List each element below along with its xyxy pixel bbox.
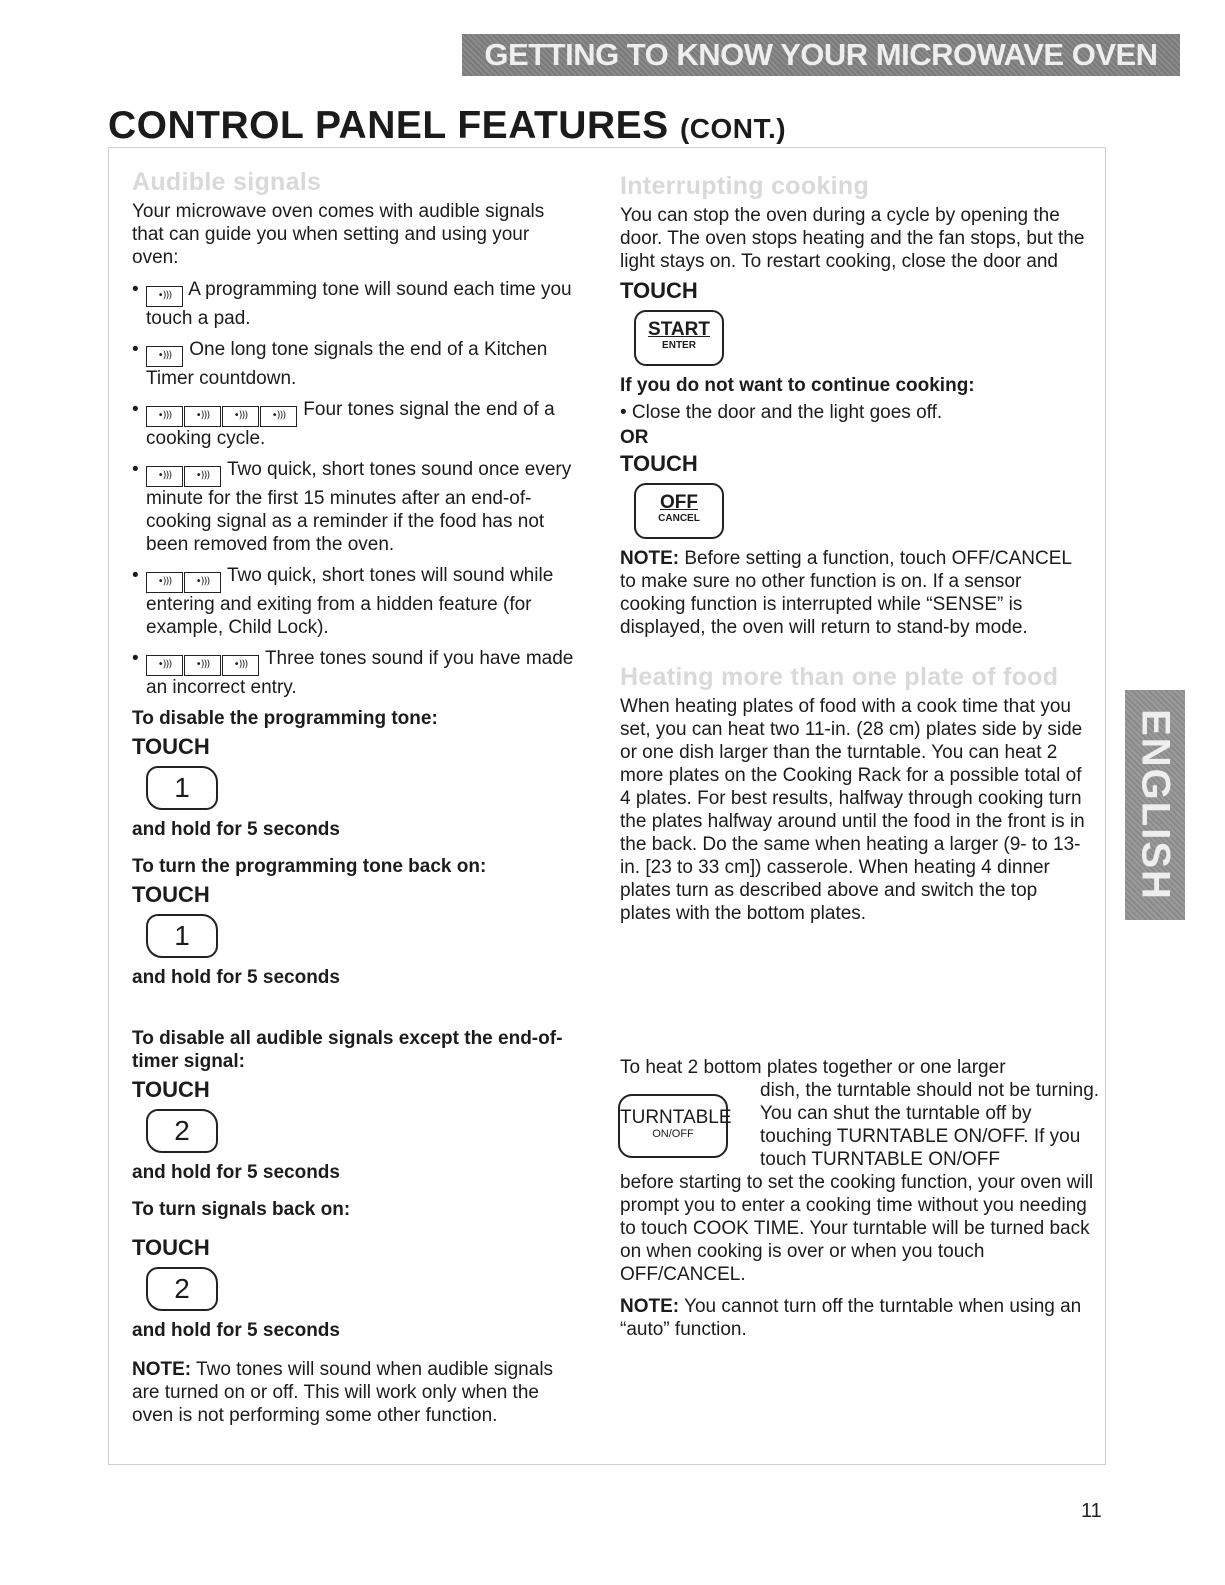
tone-icon: •))) bbox=[146, 466, 183, 487]
tone-icon: •))) bbox=[146, 572, 183, 593]
tone-item-text: Three tones sound if you have made an incorrect entry. bbox=[146, 648, 574, 698]
tone-item-end-cycle bbox=[132, 398, 577, 450]
enter-key-label: ENTER bbox=[662, 340, 696, 351]
audible-signals-heading: Audible signals bbox=[132, 168, 322, 196]
interrupting-intro: You can stop the oven during a cycle by opening the door. The oven stops heating and the fan stops, but the light stays on. To restart cooking, close the door and bbox=[620, 205, 1085, 272]
touch-label: TOUCH bbox=[620, 451, 698, 476]
heating-plates-heading: Heating more than one plate of food bbox=[620, 663, 1059, 691]
off-key-label: OFF bbox=[660, 492, 698, 513]
hold-instruction: and hold for 5 seconds bbox=[132, 1162, 340, 1183]
touch-label: TOUCH bbox=[620, 278, 698, 303]
programming-back-on-label: To turn the programming tone back on: bbox=[132, 856, 487, 877]
touch-label: TOUCH bbox=[132, 734, 210, 759]
turntable-line1: To heat 2 bottom plates together or one larger bbox=[620, 1057, 1006, 1078]
turntable-onoff-label: ON/OFF bbox=[652, 1128, 694, 1140]
language-side-tab bbox=[1125, 690, 1185, 920]
tone-item-text: Two quick, short tones sound once every minute for the first 15 minutes after an end-of-cooking signal as a reminder if the food has not been removed from the oven. bbox=[146, 459, 572, 555]
interrupting-note bbox=[620, 547, 1090, 639]
note-text: You cannot turn off the turntable when using an “auto” function. bbox=[620, 1296, 1082, 1340]
tone-icon: •))) bbox=[146, 655, 183, 676]
key-1-icon: 1 bbox=[146, 914, 218, 958]
turntable-note bbox=[620, 1295, 1102, 1341]
or-label: OR bbox=[620, 427, 649, 448]
turntable-key-label: TURNTABLE bbox=[620, 1107, 732, 1128]
interrupting-cooking-heading: Interrupting cooking bbox=[620, 172, 870, 200]
section-banner: GETTING TO KNOW YOUR MICROWAVE OVEN bbox=[462, 34, 1180, 76]
tone-item-reminder bbox=[132, 458, 577, 556]
turntable-indented-text: dish, the turntable should not be turning. You can shut the turntable off by touching TURNTABLE ON/OFF. If you touch TURNTABLE ON/OFF bbox=[760, 1080, 1100, 1170]
tone-item-incorrect-entry bbox=[132, 647, 577, 699]
key-2-icon: 2 bbox=[146, 1109, 218, 1153]
page-title bbox=[108, 104, 786, 148]
page-title-suffix: (CONT.) bbox=[679, 113, 787, 144]
turntable-rest: before starting to set the cooking function, your oven will prompt you to enter a cooking time without you needing to touch COOK TIME. Your turntable will be turned back on when cooking is over or when you touch OFF/CANCEL. bbox=[620, 1172, 1094, 1285]
disable-all-label: To disable all audible signals except the end-of-timer signal: bbox=[132, 1028, 563, 1072]
right-column bbox=[620, 172, 1090, 934]
turntable-key-icon bbox=[618, 1094, 732, 1158]
language-label: ENGLISH bbox=[1133, 709, 1178, 901]
hold-instruction: and hold for 5 seconds bbox=[132, 1320, 340, 1341]
key-2-icon: 2 bbox=[146, 1267, 218, 1311]
tone-icon: •))) bbox=[184, 655, 221, 676]
start-key-label: START bbox=[648, 319, 710, 340]
heating-paragraph: When heating plates of food with a cook time that you set, you can heat two 11-in. (28 cm) plates side by side or one dish larger than the turntable. You can heat 2 more plates on the Cooking Rack for a possible total of 4 plates. For best results, halfway through cooking turn the plates halfway around until the food in the front is in the back. Do the same when heating a larger (9- to 13-in. [23 to 33 cm]) casserole. When heating 4 dinner plates turn as described above and switch the top plates with the bottom plates. bbox=[620, 696, 1085, 924]
audible-note bbox=[132, 1358, 582, 1427]
start-enter-key-icon bbox=[634, 310, 724, 366]
touch-label: TOUCH bbox=[132, 1077, 210, 1102]
tone-item-programming bbox=[132, 278, 577, 330]
left-column bbox=[132, 168, 577, 1436]
tone-icon: •))) bbox=[146, 406, 183, 427]
note-label: NOTE: bbox=[620, 1296, 680, 1317]
tone-item-hidden-feature bbox=[132, 564, 577, 639]
tone-icon: •))) bbox=[146, 346, 183, 367]
touch-label: TOUCH bbox=[132, 882, 210, 907]
not-continue-label: If you do not want to continue cooking: bbox=[620, 375, 975, 396]
signals-back-on-label: To turn signals back on: bbox=[132, 1199, 351, 1220]
tone-list bbox=[132, 278, 577, 699]
tone-icon: •))) bbox=[260, 406, 297, 427]
tone-item-text: One long tone signals the end of a Kitchen Timer countdown. bbox=[146, 339, 548, 389]
page-title-main: CONTROL PANEL FEATURES bbox=[108, 104, 669, 147]
note-text: Two tones will sound when audible signals are turned on or off. This will work only when the oven is not performing some other function. bbox=[132, 1359, 554, 1426]
tone-item-text: Four tones signal the end of a cooking cycle. bbox=[146, 399, 555, 449]
page-number: 11 bbox=[1081, 1500, 1102, 1522]
tone-icon: •))) bbox=[222, 655, 259, 676]
hold-instruction: and hold for 5 seconds bbox=[132, 967, 340, 988]
tone-icon: •))) bbox=[146, 286, 183, 307]
note-label: NOTE: bbox=[132, 1359, 192, 1380]
tone-icon: •))) bbox=[184, 572, 221, 593]
note-text: Before setting a function, touch OFF/CANCEL to make sure no other function is on. If a sensor cooking function is interrupted while “SENSE” is displayed, the oven will return to stand-by mode. bbox=[620, 548, 1072, 638]
disable-programming-label: To disable the programming tone: bbox=[132, 708, 438, 729]
tone-item-text: A programming tone will sound each time you touch a pad. bbox=[146, 279, 572, 329]
cancel-key-label: CANCEL bbox=[658, 513, 700, 524]
tone-item-timer bbox=[132, 338, 577, 390]
tone-icon: •))) bbox=[184, 406, 221, 427]
tone-icon: •))) bbox=[222, 406, 259, 427]
touch-label: TOUCH bbox=[132, 1235, 210, 1260]
hold-instruction: and hold for 5 seconds bbox=[132, 819, 340, 840]
close-door-text: • Close the door and the light goes off. bbox=[620, 402, 943, 423]
note-label: NOTE: bbox=[620, 548, 680, 569]
audible-intro: Your microwave oven comes with audible signals that can guide you when setting and using your oven: bbox=[132, 201, 545, 268]
tone-item-text: Two quick, short tones will sound while entering and exiting from a hidden feature (for example, Child Lock). bbox=[146, 565, 554, 638]
off-cancel-key-icon bbox=[634, 483, 724, 539]
tone-icon: •))) bbox=[184, 466, 221, 487]
key-1-icon: 1 bbox=[146, 766, 218, 810]
